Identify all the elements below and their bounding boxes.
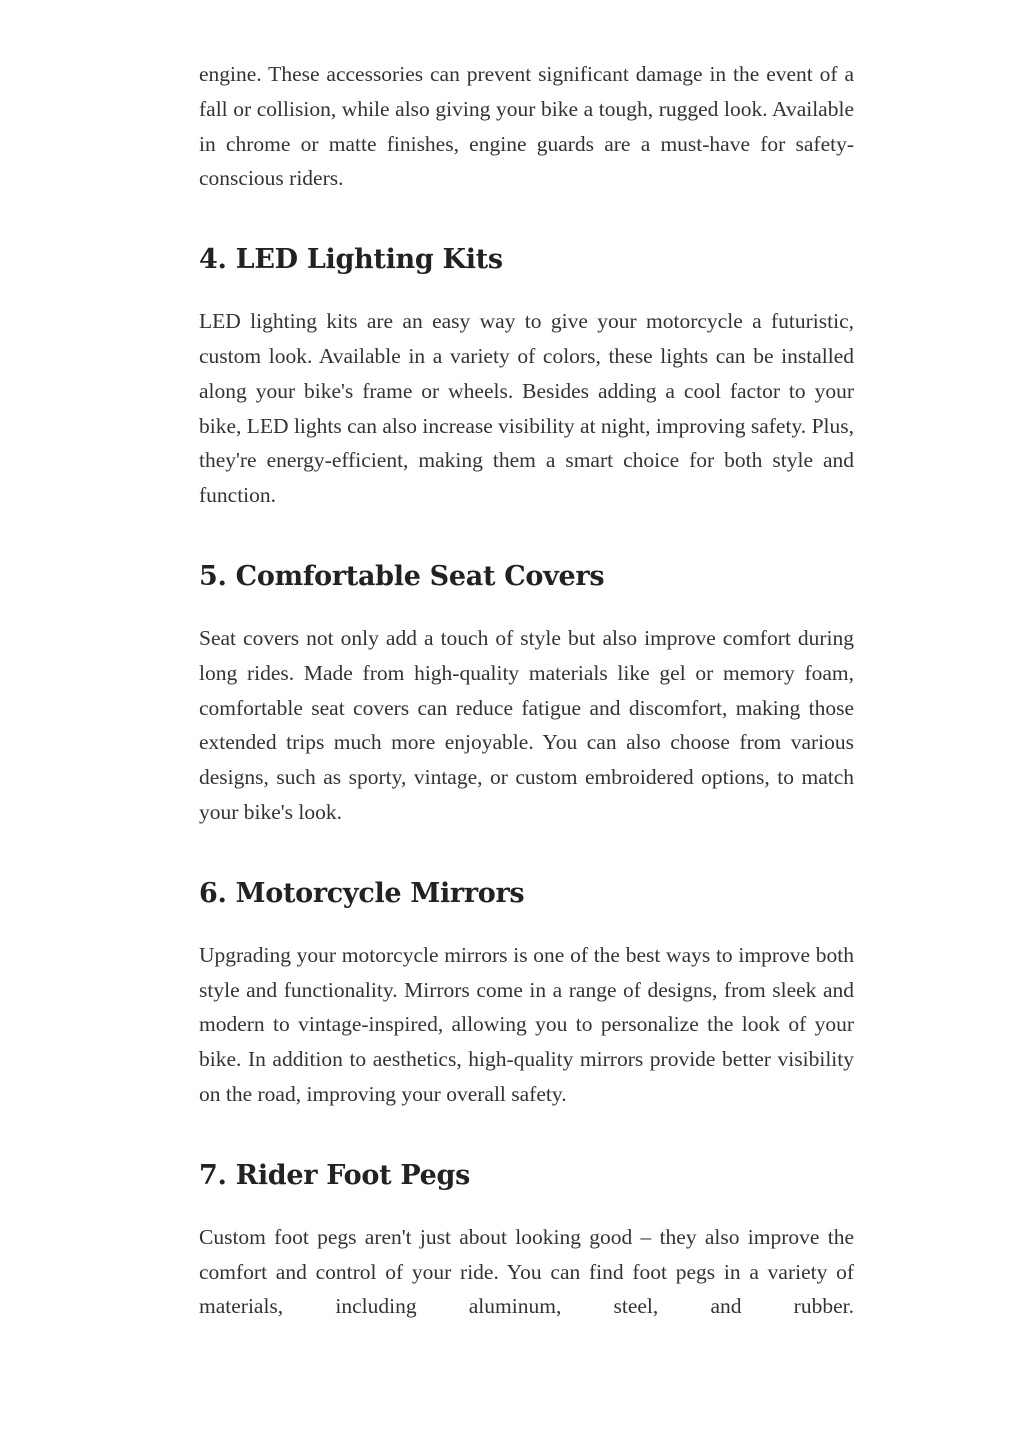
heading-led-lighting-kits: 4. LED Lighting Kits <box>199 244 503 276</box>
intro-paragraph: engine. These accessories can prevent significant damage in the event of a fall or collision, while also giving your bike a tough, rugged look. Available in chrome or matte finishes, engine guards are a must-have for safety-conscious riders. <box>199 62 854 191</box>
paragraph-led-lighting-kits: LED lighting kits are an easy way to give your motorcycle a futuristic, custom look. Available in a variety of colors, these lights can be installed along your bike's frame or wheels. Besides adding a cool factor to your bike, LED lights can also increase visibility at night, improving safety. Plus, they're energy-efficient, making them a smart choice for both style and function. <box>199 309 854 508</box>
paragraph-rider-foot-pegs: Custom foot pegs aren't just about looking good – they also improve the comfort and control of your ride. You can find foot pegs in a variety of materials, including aluminum, steel, and rubber. <box>199 1224 854 1319</box>
paragraph-motorcycle-mirrors: Upgrading your motorcycle mirrors is one of the best ways to improve both style and functionality. Mirrors come in a range of designs, from sleek and modern to vintage-inspired, allowing you to personalize the look of your bike. In addition to aesthetics, high-quality mirrors provide better visibility on the road, improving your overall safety. <box>199 942 854 1106</box>
heading-rider-foot-pegs: 7. Rider Foot Pegs <box>199 1159 470 1191</box>
heading-motorcycle-mirrors: 6. Motorcycle Mirrors <box>199 877 525 909</box>
article-body <box>199 57 854 1324</box>
paragraph-comfortable-seat-covers: Seat covers not only add a touch of style but also improve comfort during long rides. Made from high-quality materials like gel or memory foam, comfortable seat covers can reduce fatigue and discomfort, making those extended trips much more enjoyable. You can also choose from various designs, such as sporty, vintage, or custom embroidered options, to match your bike's look. <box>199 625 854 824</box>
heading-comfortable-seat-covers: 5. Comfortable Seat Covers <box>199 560 605 592</box>
